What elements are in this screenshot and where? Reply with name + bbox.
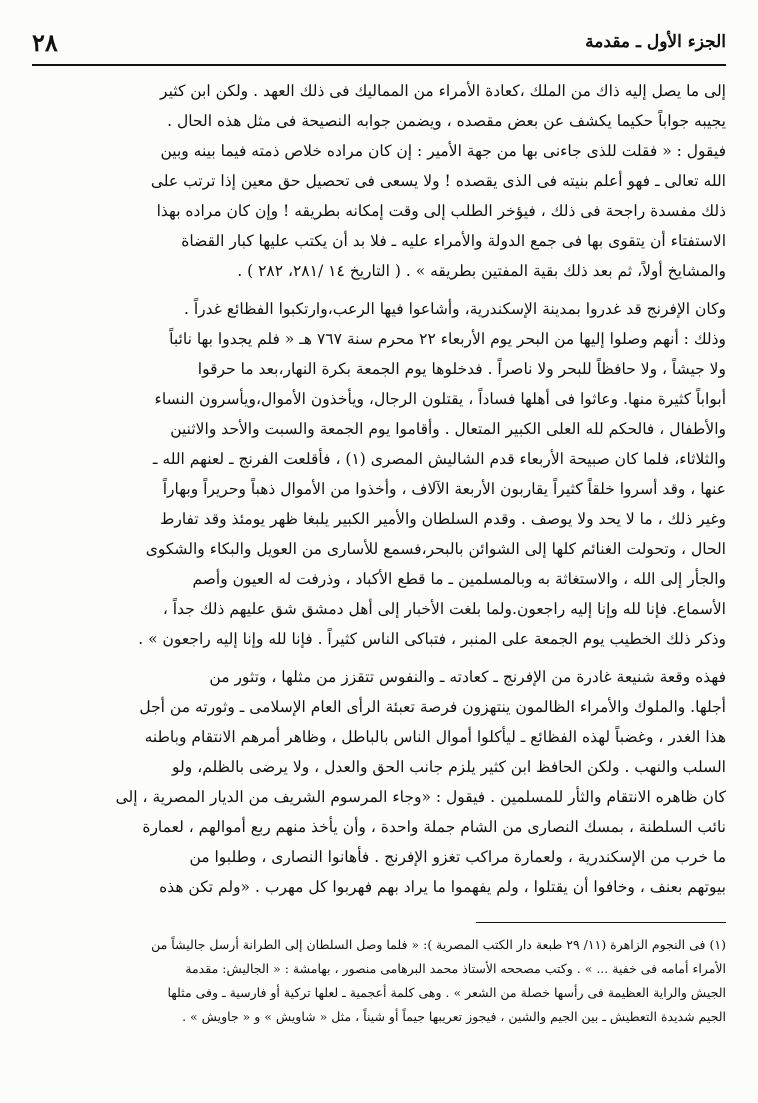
text-line: والمشايخ أولاً، ثم بعد ذلك بقية المفتين بطريقه » . ( التاريخ ١٤ /٢٨١، ٢٨٢ ) . [237,262,726,280]
footnote-line: (١) فى النجوم الزاهرة (١١/ ٢٩ طبعة دار الكتب المصرية ): « فلما وصل السلطان إلى الطرانة أرسل جاليشاً من [151,937,726,952]
text-line: والجأر إلى الله ، والاستغاثة به وبالمسلمين ـ ما قطع الأكباد ، وذرفت له العيون وأصم [192,570,726,588]
text-line: نائب السلطنة ، بمسك النصارى من الشام جملة واحدة ، وأن يأخذ منهم ربع أموالهم ، لعمارة [142,818,726,836]
page-header [32,22,726,62]
text-line: وكان الإفرنج قد غدروا بمدينة الإسكندرية، وأشاعوا فيها الرعب،وارتكبوا الفظائع غدراً . [183,300,726,318]
text-line: عنها ، وقد أسروا خلقاً كثيراً يقاربون الأربعة الآلاف ، وأخذوا من الأموال ذهباً وحريراً وبهاراً [162,480,726,498]
text-line: الله تعالى ـ فهو أعلم بنيته فى الذى يقصده ! ولا يسعى فى تحصيل حق معين إذا ترتب على [150,172,726,190]
paragraph-3 [32,662,726,902]
paragraph-1 [32,76,726,286]
text-line: أبواباً كثيرة منها. وعاثوا فى أهلها فساداً ، يقتلون الرجال، ويأخذون الأموال،ويأسرون النساء [154,390,726,408]
text-line: بيوتهم بعنف ، وخافوا أن يقتلوا ، ولم يفهموا ما يراد بهم فهربوا كل مهرب . «ولم تكن هذه [159,878,726,896]
text-line: السلب والنهب . ولكن الحافظ ابن كثير يلزم جانب الحق والعدل ، ولا يرضى بالظلم، ولو [172,758,726,776]
body-text [32,76,726,902]
text-line: أجلها. والملوك والأمراء الظالمون ينتهزون فرصة تعبئة الرأى العام الإسلامى ـ وثورته من أجل [139,698,726,716]
text-line: وغير ذلك ، ما لا يحد ولا يوصف . وقدم السلطان والأمير الكبير يلبغا ظهر يومئذ وقد تفارط [160,510,726,528]
text-line: والأطفال ، فالحكم لله العلى الكبير المتعال . وأقاموا يوم الجمعة والسبت والأحد والاثنين [170,420,726,438]
text-line: ذلك مفسدة راجحة فى ذلك ، فيؤخر الطلب إلى وقت إمكانه بطريقه ! وإن كان مراده بهذا [156,202,726,220]
text-line: الاستفتاء أن يتقوى بها فى جمع الدولة والأمراء عليه ـ فلا بد أن يكتب عليها كبار القضاة [181,232,726,250]
text-line: الحال ، وتحولت الغنائم كلها إلى الشوائن بالبحر،فسمع للأسارى من العويل والبكاء والشكوى [145,540,726,558]
text-line: والثلاثاء، فلما كان صبيحة الأربعاء قدم الشاليش المصرى (١) ، فأقلعت الفرنج ـ لعنهم الله ـ [152,450,726,468]
text-line: هذا الغدر ، وغضباً لهذه الفظائع ـ ليأكلوا أموال الناس بالباطل ، وظاهر أمرهم الانتقام وباطنه [144,728,726,746]
text-line: وذلك : أنهم وصلوا إليها من البحر يوم الأربعاء ٢٢ محرم سنة ٧٦٧ هـ « فلم يجدوا بها نائباً [169,330,726,348]
text-line: فهذه وقعة شنيعة غادرة من الإفرنج ـ كعادته ـ والنفوس تتقزز من مثلها ، وتثور من [209,668,726,686]
paragraph-2 [32,294,726,654]
text-line: يجيبه جواباً حكيما يكشف عن بعض مقصده ، ويضمن جوابه النصيحة فى مثل هذه الحال . [167,112,726,130]
footnote-line: الجيش والراية العظيمة فى رأسها خصلة من الشعر » . وهى كلمة أعجمية ـ لعلها تركية أو فارسية ـ وفى مثلها [167,985,726,1000]
text-line: وذكر ذلك الخطيب يوم الجمعة على المنبر ، فتباكى الناس كثيراً . فإنا لله وإنا إليه راجعون » . [138,630,726,648]
footnote-line: الأمراء أمامه فى خفية ... » . وكتب مصححه الأستاذ محمد البرهامى منصور ، بهامشة : « الجاليش: مقدمة [185,961,726,976]
header-rule [32,64,726,66]
text-line: إلى ما يصل إليه ذاك من الملك ،كعادة الأمراء من المماليك فى ذلك العهد . ولكن ابن كثير [160,82,726,100]
text-line: ولا جيشاً ، ولا حافظاً للبحر ولا ناصراً . فدخلوها يوم الجمعة بكرة النهار،بعد ما حرقوا [197,360,726,378]
text-line: كان ظاهره الانتقام والثأر للمسلمين . فيقول : «وجاء المرسوم الشريف من الديار المصرية ، إلى [115,788,726,806]
footnote-rule [476,922,726,923]
page [32,22,726,1029]
footnote [32,933,726,1029]
page-number: ٢٨ [32,27,58,57]
text-line: ما خرب من الإسكندرية ، ولعمارة مراكب تغزو الإفرنج . فأهانوا النصارى ، وطلبوا من [189,848,726,866]
text-line: الأسماع. فإنا لله وإنا إليه راجعون.ولما بلغت الأخبار إلى أهل دمشق شق عليهم ذلك جداً ، [162,600,726,618]
text-line: فيقول : « فقلت للذى جاءنى بها من جهة الأمير : إن كان مراده خلاص ذمته فيما بينه وبين [160,142,726,160]
running-title: الجزء الأول ـ مقدمة [585,32,726,52]
footnote-line: الجيم شديدة التعطيش ـ بين الجيم والشين ، فيجوز تعريبها جيماً أو شيناً ، مثل « شاويش » و « جاويش » . [182,1009,726,1024]
